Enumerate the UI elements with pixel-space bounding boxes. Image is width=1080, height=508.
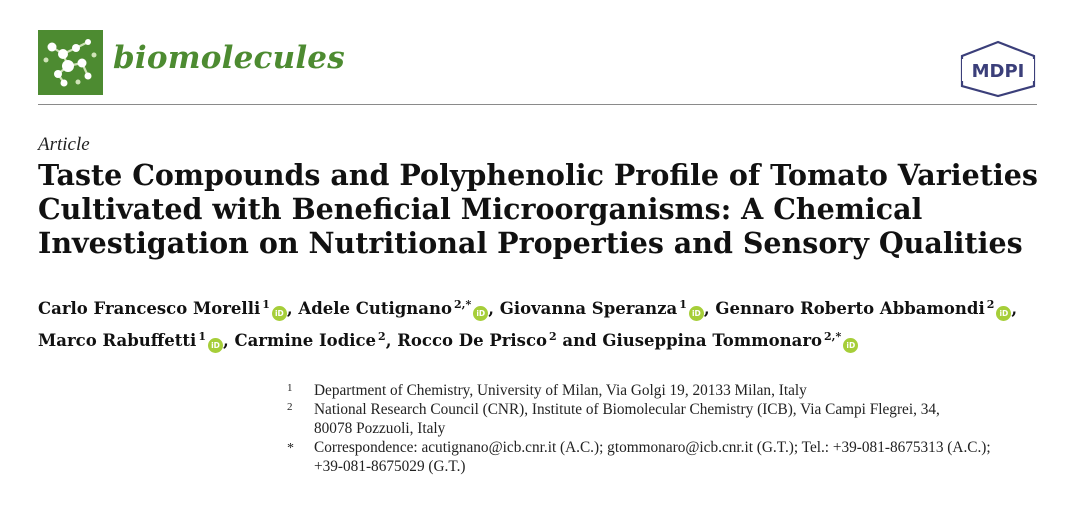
article-type: Article	[38, 134, 90, 155]
author-affiliation-mark: 2	[549, 330, 557, 343]
author-list	[38, 291, 1048, 355]
author-name: Gennaro Roberto Abbamondi	[715, 299, 985, 318]
author-separator: ,	[703, 299, 716, 318]
orcid-icon[interactable]: iD	[272, 306, 287, 321]
affiliation-mark: 1	[287, 382, 293, 394]
author-affiliation-mark: 2	[378, 330, 386, 343]
orcid-icon[interactable]: iD	[689, 306, 704, 321]
author-affiliation-mark: 1	[262, 298, 270, 311]
title-line: Taste Compounds and Polyphenolic Profile of Tomato Varieties	[38, 158, 1038, 192]
affiliation-list	[284, 381, 1044, 476]
correspondence-item	[284, 438, 1044, 476]
author-separator: ,	[222, 331, 235, 350]
affiliation-text: Department of Chemistry, University of Milan, Via Golgi 19, 20133 Milan, Italy	[314, 382, 807, 399]
correspondence-text: Correspondence: acutignano@icb.cnr.it (A.C.); gtommonaro@icb.cnr.it (G.T.); Tel.: +39-081-8675313 (A.C.);	[314, 439, 991, 456]
author	[234, 331, 397, 350]
author-name: Adele Cutignano	[298, 299, 452, 318]
author-separator: ,	[385, 331, 398, 350]
author-affiliation-mark: 2,*	[453, 298, 472, 311]
author-name: Rocco De Prisco	[397, 331, 548, 350]
affiliation-text: 80078 Pozzuoli, Italy	[314, 420, 446, 437]
affiliation-item	[284, 381, 1044, 400]
author	[38, 331, 234, 350]
author-name: Giovanna Speranza	[499, 299, 678, 318]
orcid-icon[interactable]: iD	[208, 338, 223, 353]
orcid-icon[interactable]: iD	[843, 338, 858, 353]
author-name: Carlo Francesco Morelli	[38, 299, 261, 318]
journal-logo-icon	[38, 30, 103, 95]
correspondence-mark: *	[287, 441, 294, 456]
header-divider	[38, 104, 1037, 105]
author-affiliation-mark: 2,*	[824, 330, 842, 343]
publisher-name: MDPI	[971, 61, 1025, 82]
title-line: Cultivated with Beneficial Microorganisms: A Chemical	[38, 192, 923, 226]
author-name: Marco Rabuffetti	[38, 331, 197, 350]
author	[38, 299, 298, 318]
journal-header	[38, 30, 1038, 98]
author-separator: ,	[1011, 299, 1018, 318]
author-name: Carmine Iodice	[234, 331, 377, 350]
author-separator: ,	[286, 299, 299, 318]
orcid-icon[interactable]: iD	[473, 306, 488, 321]
article-title	[38, 158, 1048, 260]
orcid-icon[interactable]: iD	[996, 306, 1011, 321]
author	[500, 299, 716, 318]
author-separator: ,	[488, 299, 500, 318]
author	[602, 331, 858, 350]
mdpi-logo-icon	[958, 40, 1038, 98]
author	[397, 331, 602, 350]
affiliation-item	[284, 400, 1044, 438]
author-name: Giuseppina Tommonaro	[602, 331, 823, 350]
correspondence-text: +39-081-8675029 (G.T.)	[314, 458, 466, 475]
author-affiliation-mark: 1	[679, 298, 687, 311]
affiliation-text: National Research Council (CNR), Institute of Biomolecular Chemistry (ICB), Via Campi Flegrei, 34,	[314, 401, 940, 418]
author	[715, 299, 1017, 318]
author-separator: and	[556, 331, 603, 350]
affiliation-mark: 2	[287, 401, 293, 413]
title-line: Investigation on Nutritional Properties and Sensory Qualities	[38, 226, 1023, 260]
author-affiliation-mark: 2	[986, 298, 995, 311]
journal-name: biomolecules	[113, 40, 345, 76]
author-affiliation-mark: 1	[198, 330, 206, 343]
author	[298, 299, 499, 318]
